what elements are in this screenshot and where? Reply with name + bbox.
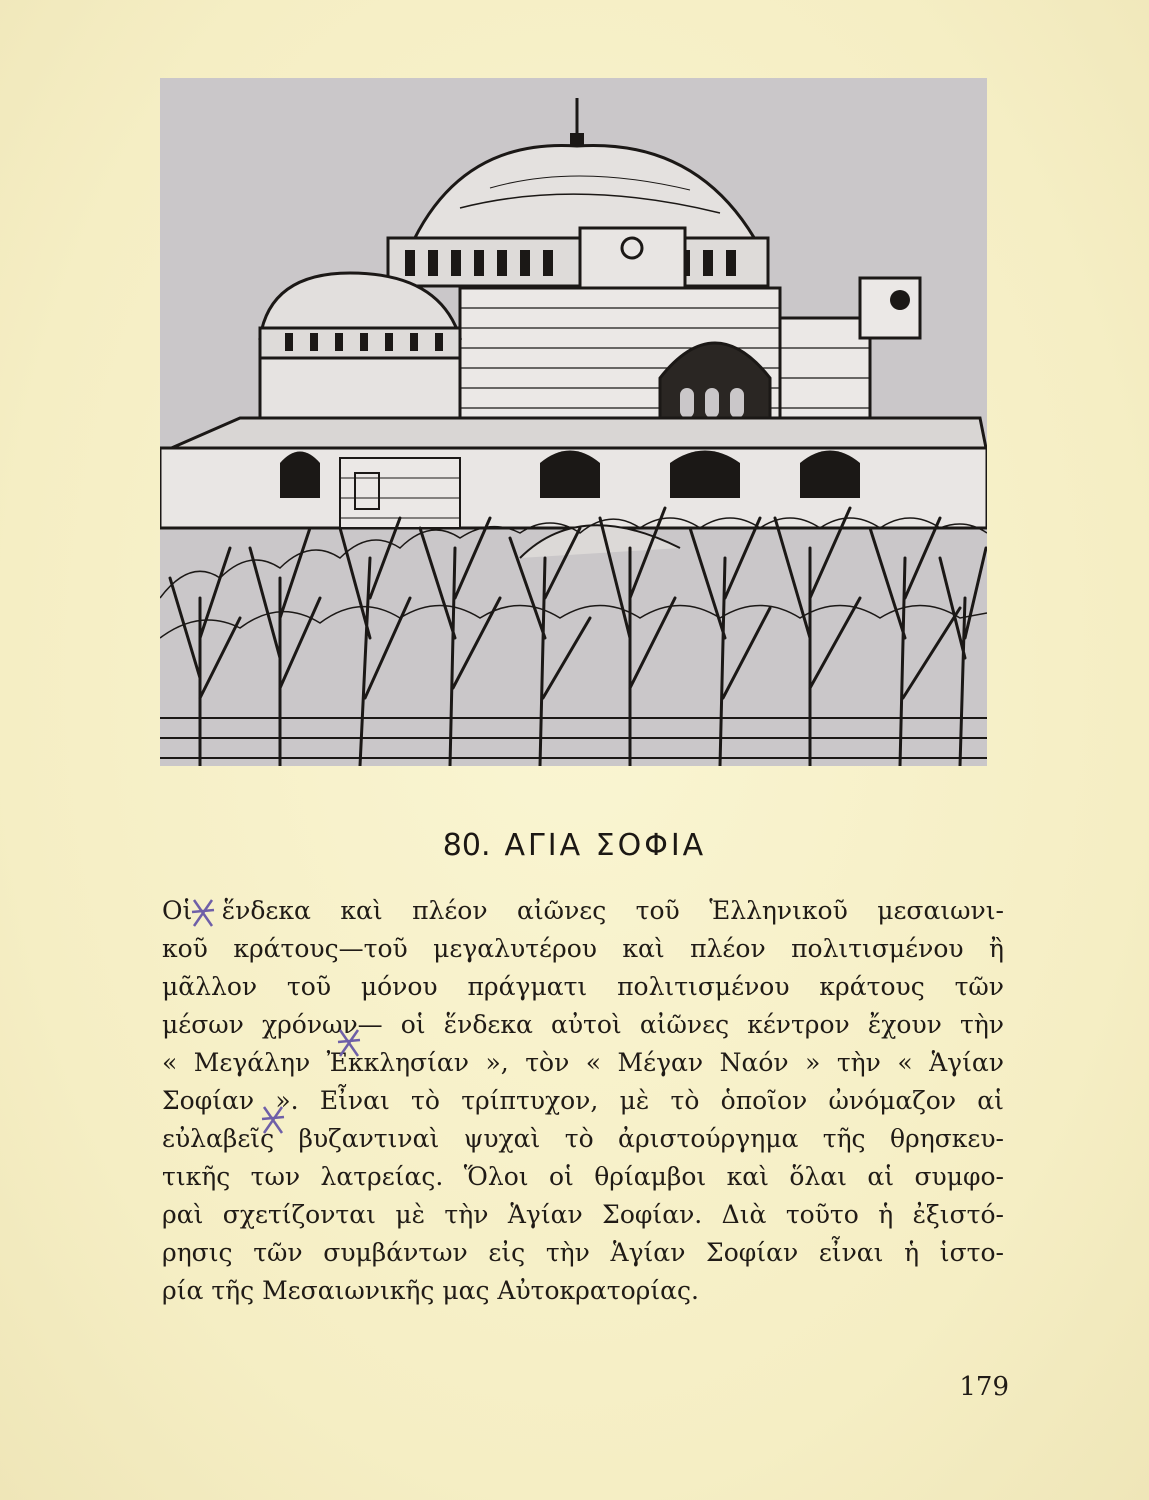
chapter-number: 80. (442, 828, 491, 863)
pencil-mark-icon (336, 1026, 362, 1060)
page-number: 179 (959, 1372, 1009, 1402)
text-line: ραὶ σχετίζονται μὲ τὴν Ἁγίαν Σοφίαν. Διὰ τοῦτο ἡ ἐξιστό- (162, 1200, 1004, 1229)
text-line: κοῦ κράτους—τοῦ μεγαλυτέρου καὶ πλέον πολιτισμένου ἢ (162, 934, 1004, 963)
text-line: εὐλαβεῖς βυζαντιναὶ ψυχαὶ τὸ ἀριστούργημα τῆς θρησκευ- (162, 1124, 1004, 1153)
chapter-title: ΑΓΙΑ ΣΟΦΙΑ (504, 828, 707, 863)
chapter-heading (0, 828, 1149, 863)
text-line: Σοφίαν ». Εἶναι τὸ τρίπτυχον, μὲ τὸ ὁποῖον ὠνόμαζον αἱ (162, 1086, 1004, 1115)
text-line: ρησις τῶν συμβάντων εἰς τὴν Ἁγίαν Σοφίαν εἶναι ἡ ἱστο- (162, 1238, 1004, 1267)
text-line: μέσων χρόνων— οἱ ἕνδεκα αὐτοὶ αἰῶνες κέντρον ἔχουν τὴν (162, 1010, 1004, 1039)
text-line: τικῆς των λατρείας. Ὅλοι οἱ θρίαμβοι καὶ ὅλαι αἱ συμφο- (162, 1162, 1004, 1191)
text-line: ρία τῆς Μεσαιωνικῆς μας Αὐτοκρατορίας. (162, 1276, 699, 1305)
hagia-sophia-illustration (160, 78, 987, 766)
pencil-mark-icon (190, 896, 216, 930)
pencil-mark-icon (260, 1103, 286, 1137)
church-drawing (160, 78, 987, 766)
body-paragraph (162, 892, 1004, 1310)
text-line: « Μεγάλην Ἐκκλησίαν », τὸν « Μέγαν Ναόν » τὴν « Ἁγίαν (162, 1048, 1004, 1077)
text-line: Οἱ ἕνδεκα καὶ πλέον αἰῶνες τοῦ Ἑλληνικοῦ μεσαιωνι- (162, 896, 1004, 925)
text-line: μᾶλλον τοῦ μόνου πράγματι πολιτισμένου κράτους τῶν (162, 972, 1004, 1001)
